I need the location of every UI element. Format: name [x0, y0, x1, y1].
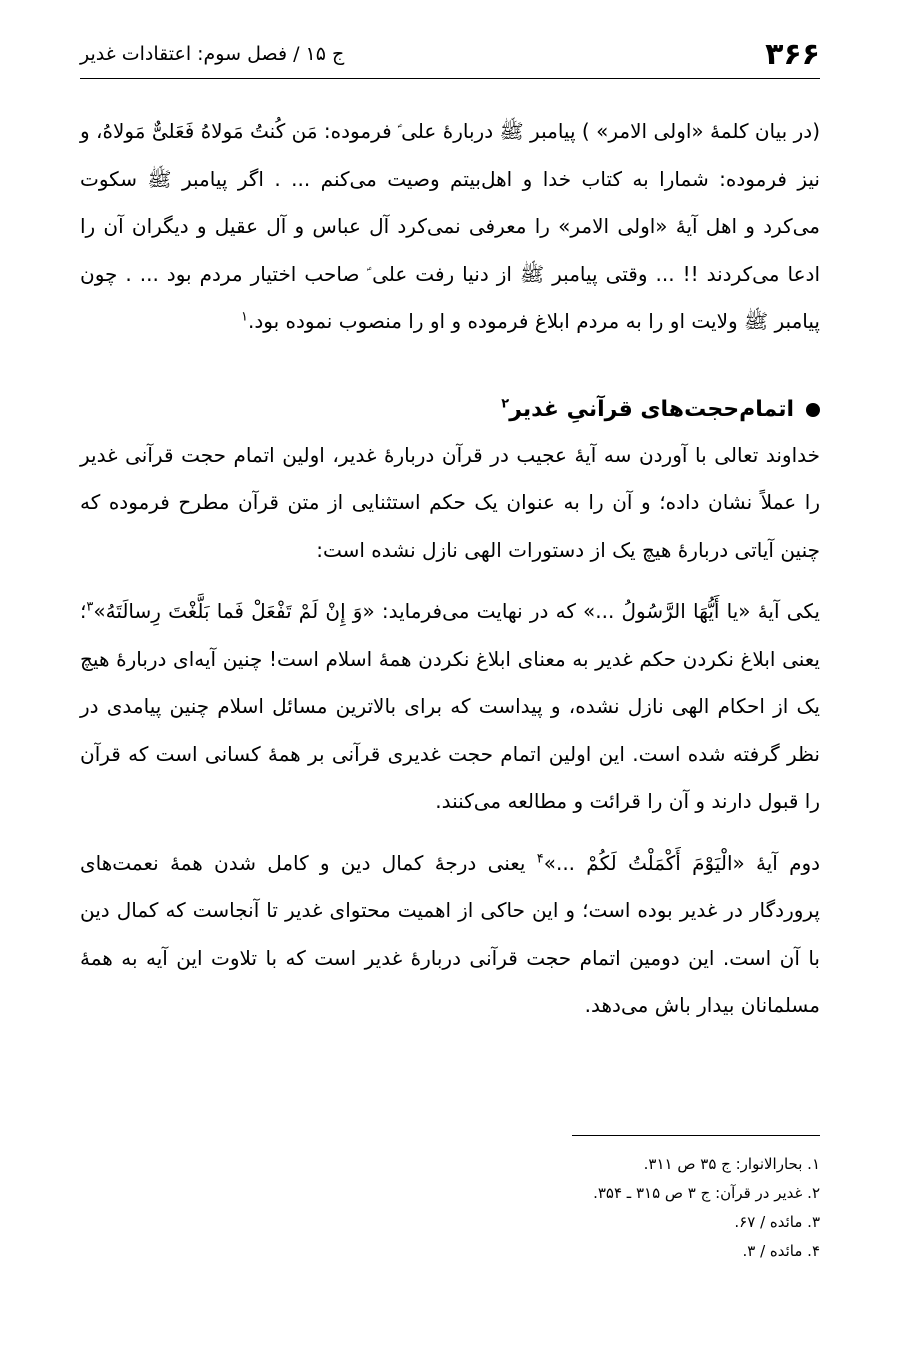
paragraph-2-end: ؛ یعنی ابلاغ نکردن حکم غدیر به معنای ابلاغ نکردن همهٔ اسلام است! چنین آیه‌ای دربارهٔ هیچ یک از احکام الهی نازل نشده، و پیداست که برای بالاترین مسائل اسلام چنین پیامدی در نظر گرفته شده است. این اولین اتمام حجت غدیری قرآنی بر همهٔ کسانی است که قرآن را قبول دارند و آن را قرائت و مطالعه می‌کنند. [80, 599, 820, 813]
intro-text: (در بیان کلمهٔ «اولی الامر» ) پیامبر ﷺ دربارهٔ علی ؑ فرموده: مَن کُنتُ مَولاهُ فَعَلیٌّ مَولاهُ، و نیز فرموده: شمارا به کتاب خدا و اهل‌بیتم وصیت می‌کنم ... . اگر پیامبر ﷺ سکوت می‌کرد و اهل آیهٔ «اولی الامر» را معرفی نمی‌کرد آل عباس و آل عقیل و دیگران آن را ادعا می‌کردند !! ... وقتی پیامبر ﷺ از دنیا رفت علی ؑ صاحب اختیار مردم بود ... . چون پیامبر ﷺ ولایت او را به مردم ابلاغ فرموده و او را منصوب نموده بود. [80, 119, 820, 333]
footnote-1: ۱. بحارالانوار: ج ۳۵ ص ۳۱۱. [643, 1155, 820, 1173]
footnote-4: ۴. مائده / ۳. [742, 1242, 820, 1260]
footnote-divider [572, 1135, 820, 1136]
page-number: ۳۶۶ [765, 36, 820, 72]
footnote-ref-3: ۳ [86, 599, 94, 615]
paragraph-2-start: یکی آیهٔ «یا أَیُّهَا الرَّسُولُ ...» که در نهایت می‌فرماید: «وَ إِنْ لَمْ تَفْعَلْ فَما بَلَّغْتَ رِسالَتَهُ» [93, 599, 820, 623]
paragraph-3-end: یعنی درجهٔ کمال دین و کامل شدن همهٔ نعمت‌های پروردگار در غدیر بوده است؛ و این حاکی از اهمیت محتوای غدیر تا آنجاست که کمال دین با آن است. این دومین اتمام حجت قرآنی دربارهٔ غدیر است که با تلاوت این آیه به همهٔ مسلمانان بیدار باش می‌دهد. [80, 850, 820, 1017]
main-text [80, 100, 820, 1030]
footnote-ref-4: ۴ [536, 850, 544, 866]
section-paragraph-1: خداوند تعالی با آوردن سه آیهٔ عجیب در قرآن دربارهٔ غدیر، اولین اتمام حجت قرآنی غدیر را عملاً نشان داده؛ و آن را به عنوان یک حکم استثنایی از متن قرآن مطرح فرموده که چنین آیاتی دربارهٔ هیچ یک از دستورات الهی نازل نشده است: [80, 442, 820, 562]
bullet-icon [806, 403, 820, 417]
footnote-3: ۳. مائده / ۶۷. [734, 1213, 820, 1231]
running-title: ج ۱۵ / فصل سوم: اعتقادات غدیر [80, 43, 345, 65]
page-header [80, 30, 820, 79]
footnote-ref-1: ۱ [240, 309, 248, 325]
section-heading-text: اتمام‌حجت‌های قرآنیِ غدیر [509, 396, 794, 422]
intro-paragraph [80, 108, 820, 346]
footnotes [400, 1150, 820, 1266]
paragraph-3-start: دوم آیهٔ «الْیَوْمَ أَکْمَلْتُ لَکُمْ ...» [543, 850, 821, 875]
footnote-ref-2: ۲ [501, 396, 510, 412]
section-paragraph-3 [80, 840, 820, 1030]
footnote-2: ۲. غدیر در قرآن: ج ۳ ص ۳۱۵ ـ ۳۵۴. [593, 1184, 820, 1202]
section-paragraph-2 [80, 588, 820, 826]
section-heading [80, 388, 820, 432]
